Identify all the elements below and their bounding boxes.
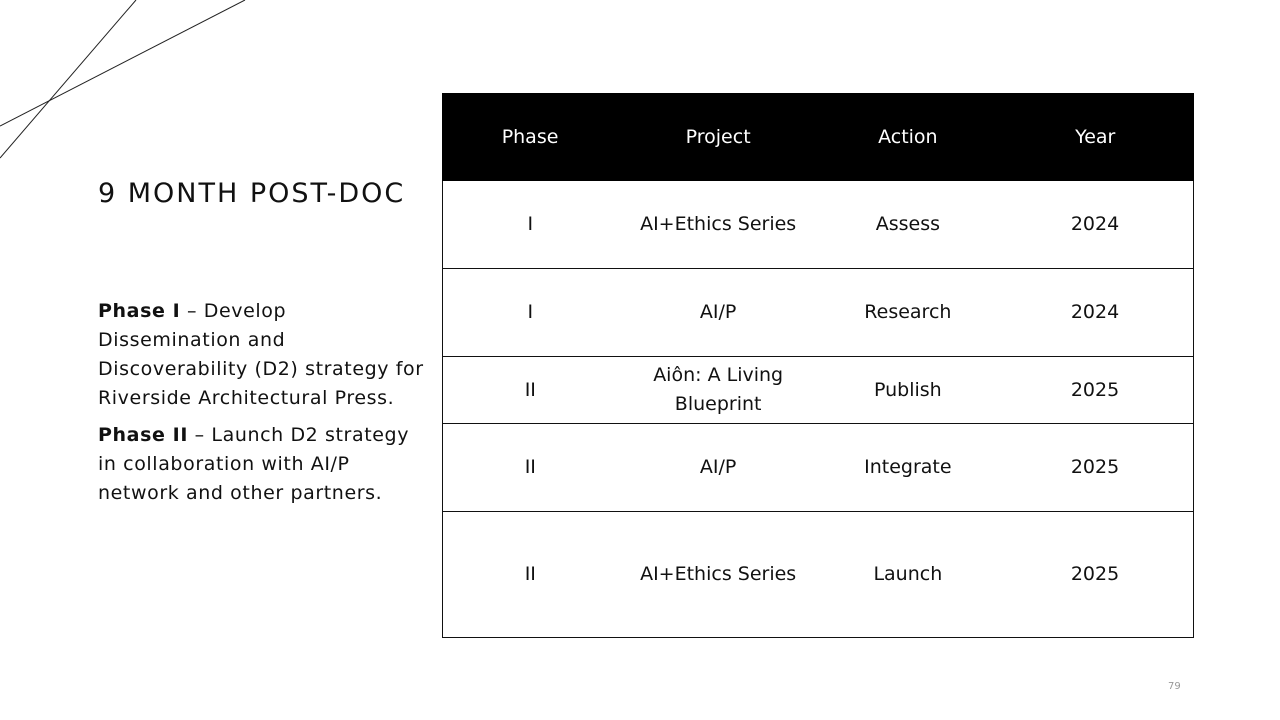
cell-project: AI+Ethics Series	[618, 512, 819, 638]
slide-title: 9 MONTH POST-DOC	[98, 178, 406, 209]
cell-project: AI+Ethics Series	[618, 181, 819, 269]
deco-line-2	[0, 0, 245, 126]
cell-year: 2025	[997, 512, 1193, 638]
cell-year: 2024	[997, 181, 1193, 269]
cell-phase: II	[443, 357, 618, 424]
table-row	[443, 181, 1194, 269]
table-row	[443, 357, 1194, 424]
header-phase: Phase	[443, 94, 618, 181]
phase-description	[98, 297, 428, 516]
cell-year: 2024	[997, 269, 1193, 357]
cell-year: 2025	[997, 424, 1193, 512]
cell-phase: I	[443, 269, 618, 357]
table-row	[443, 512, 1194, 638]
decorative-lines	[0, 0, 260, 170]
table-row	[443, 424, 1194, 512]
header-year: Year	[997, 94, 1193, 181]
header-project: Project	[618, 94, 819, 181]
cell-phase: II	[443, 512, 618, 638]
cell-phase: I	[443, 181, 618, 269]
phase-1-text: – Develop Dissemination and Discoverability (D2) strategy for Riverside Architectural Press.	[98, 300, 424, 409]
cell-action: Research	[819, 269, 997, 357]
cell-action: Integrate	[819, 424, 997, 512]
plan-table	[442, 93, 1194, 638]
page-number: 79	[1168, 681, 1181, 692]
phase-1-paragraph	[98, 297, 428, 413]
cell-project: Aiôn: A Living Blueprint	[618, 357, 819, 424]
cell-action: Publish	[819, 357, 997, 424]
phase-2-label: Phase II	[98, 424, 189, 446]
cell-year: 2025	[997, 357, 1193, 424]
table-row	[443, 269, 1194, 357]
phase-2-text: – Launch D2 strategy in collaboration with AI/P network and other partners.	[98, 424, 410, 504]
header-action: Action	[819, 94, 997, 181]
cell-action: Assess	[819, 181, 997, 269]
phase-1-label: Phase I	[98, 300, 181, 322]
cell-phase: II	[443, 424, 618, 512]
cell-project: AI/P	[618, 269, 819, 357]
cell-project: AI/P	[618, 424, 819, 512]
table-header-row	[443, 94, 1194, 181]
cell-action: Launch	[819, 512, 997, 638]
deco-line-1	[0, 0, 136, 158]
phase-2-paragraph	[98, 421, 428, 508]
